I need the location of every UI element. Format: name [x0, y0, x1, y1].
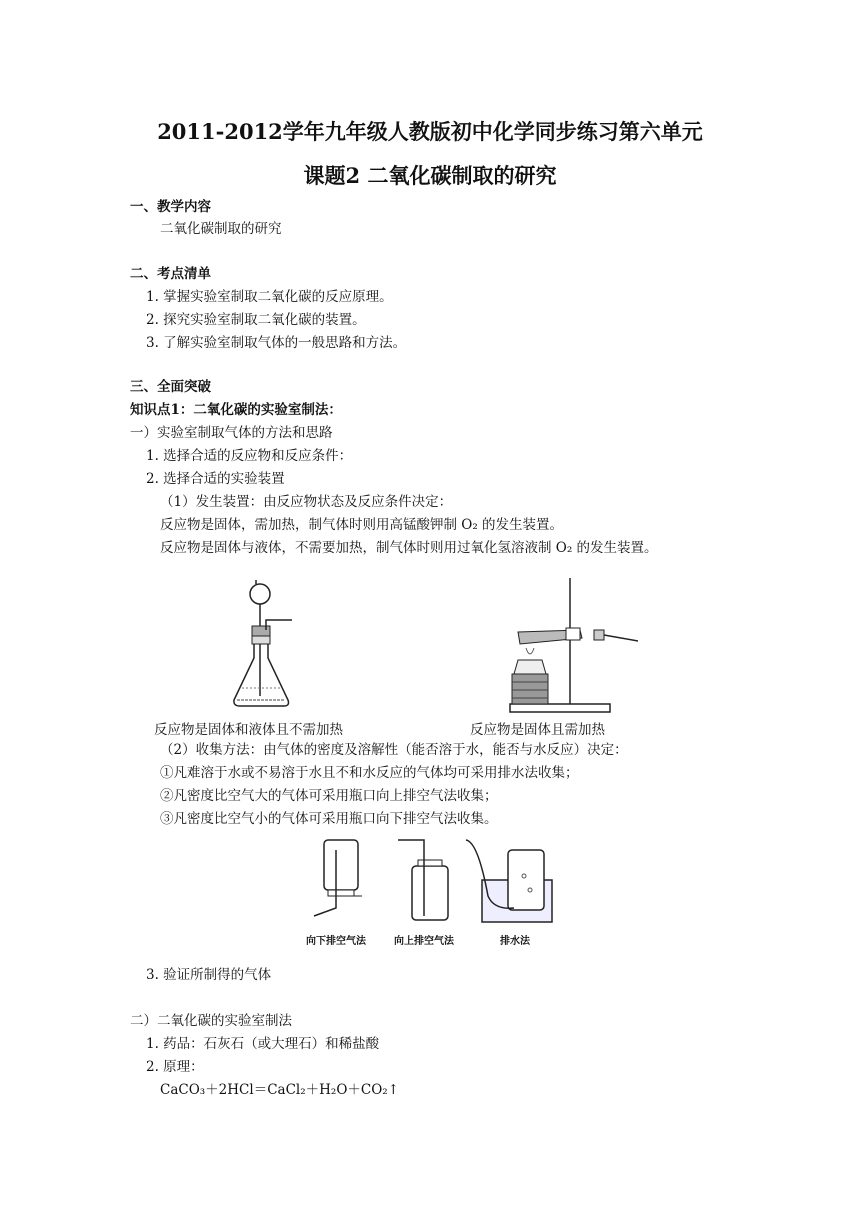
generator-device-rule: （1）发生装置：由反应物状态及反应条件决定： — [160, 494, 453, 510]
step-1: 1. 选择合适的反应物和反应条件： — [146, 448, 353, 464]
collection-rule-2: ②凡密度比空气大的气体可采用瓶口向上排空气法收集； — [160, 788, 498, 804]
step-2: 2. 选择合适的实验装置 — [146, 471, 285, 487]
subsection-2-heading: 二）二氧化碳的实验室制法 — [130, 1013, 292, 1029]
document-title-line1: 2011-2012学年九年级人教版初中化学同步练习第六单元 — [157, 119, 703, 144]
section1-heading: 一、教学内容 — [130, 199, 211, 215]
section3-heading: 三、全面突破 — [130, 379, 211, 395]
section2-item-2: 2. 探究实验室制取二氧化碳的装置。 — [146, 312, 366, 328]
section2-item-3: 3. 了解实验室制取气体的一般思路和方法。 — [146, 335, 407, 351]
collection-rule-1: ①凡难溶于水或不易溶于水且不和水反应的气体均可采用排水法收集； — [160, 765, 579, 781]
document-title-line2: 课题2 二氧化碳制取的研究 — [303, 163, 557, 188]
gas-collection-methods-figure — [306, 836, 556, 928]
knowledge-point-1: 知识点1：二氧化碳的实验室制法： — [130, 402, 342, 418]
generator-rule-solid-heat: 反应物是固体，需加热，制气体时则用高锰酸钾制 O₂ 的发生装置。 — [160, 517, 564, 533]
solid-heating-generator-figure — [490, 574, 640, 716]
collection-label-upward: 向上排空气法 — [394, 936, 454, 947]
collection-rule-3: ③凡密度比空气小的气体可采用瓶口向下排空气法收集。 — [160, 811, 498, 827]
figure1-caption-right: 反应物是固体且需加热 — [470, 722, 605, 738]
principle-item: 2. 原理： — [146, 1059, 204, 1075]
reaction-equation: CaCO₃＋2HCl＝CaCl₂＋H₂O＋CO₂↑ — [160, 1082, 400, 1098]
step-3: 3. 验证所制得的气体 — [146, 967, 272, 983]
drug-item: 1. 药品：石灰石（或大理石）和稀盐酸 — [146, 1036, 380, 1052]
collection-label-water: 排水法 — [500, 936, 530, 947]
solid-liquid-generator-figure — [228, 578, 318, 714]
section2-item-1: 1. 掌握实验室制取二氧化碳的反应原理。 — [146, 289, 393, 305]
section2-heading: 二、考点清单 — [130, 266, 211, 282]
subsection-1-heading: 一）实验室制取气体的方法和思路 — [130, 425, 333, 441]
section1-content: 二氧化碳制取的研究 — [160, 221, 282, 237]
figure1-caption-left: 反应物是固体和液体且不需加热 — [154, 722, 343, 738]
collection-method-rule: （2）收集方法：由气体的密度及溶解性（能否溶于水，能否与水反应）决定： — [160, 742, 628, 758]
collection-label-downward: 向下排空气法 — [306, 936, 366, 947]
generator-rule-solid-liquid: 反应物是固体与液体，不需要加热，制气体时则用过氧化氢溶液制 O₂ 的发生装置。 — [160, 540, 658, 556]
